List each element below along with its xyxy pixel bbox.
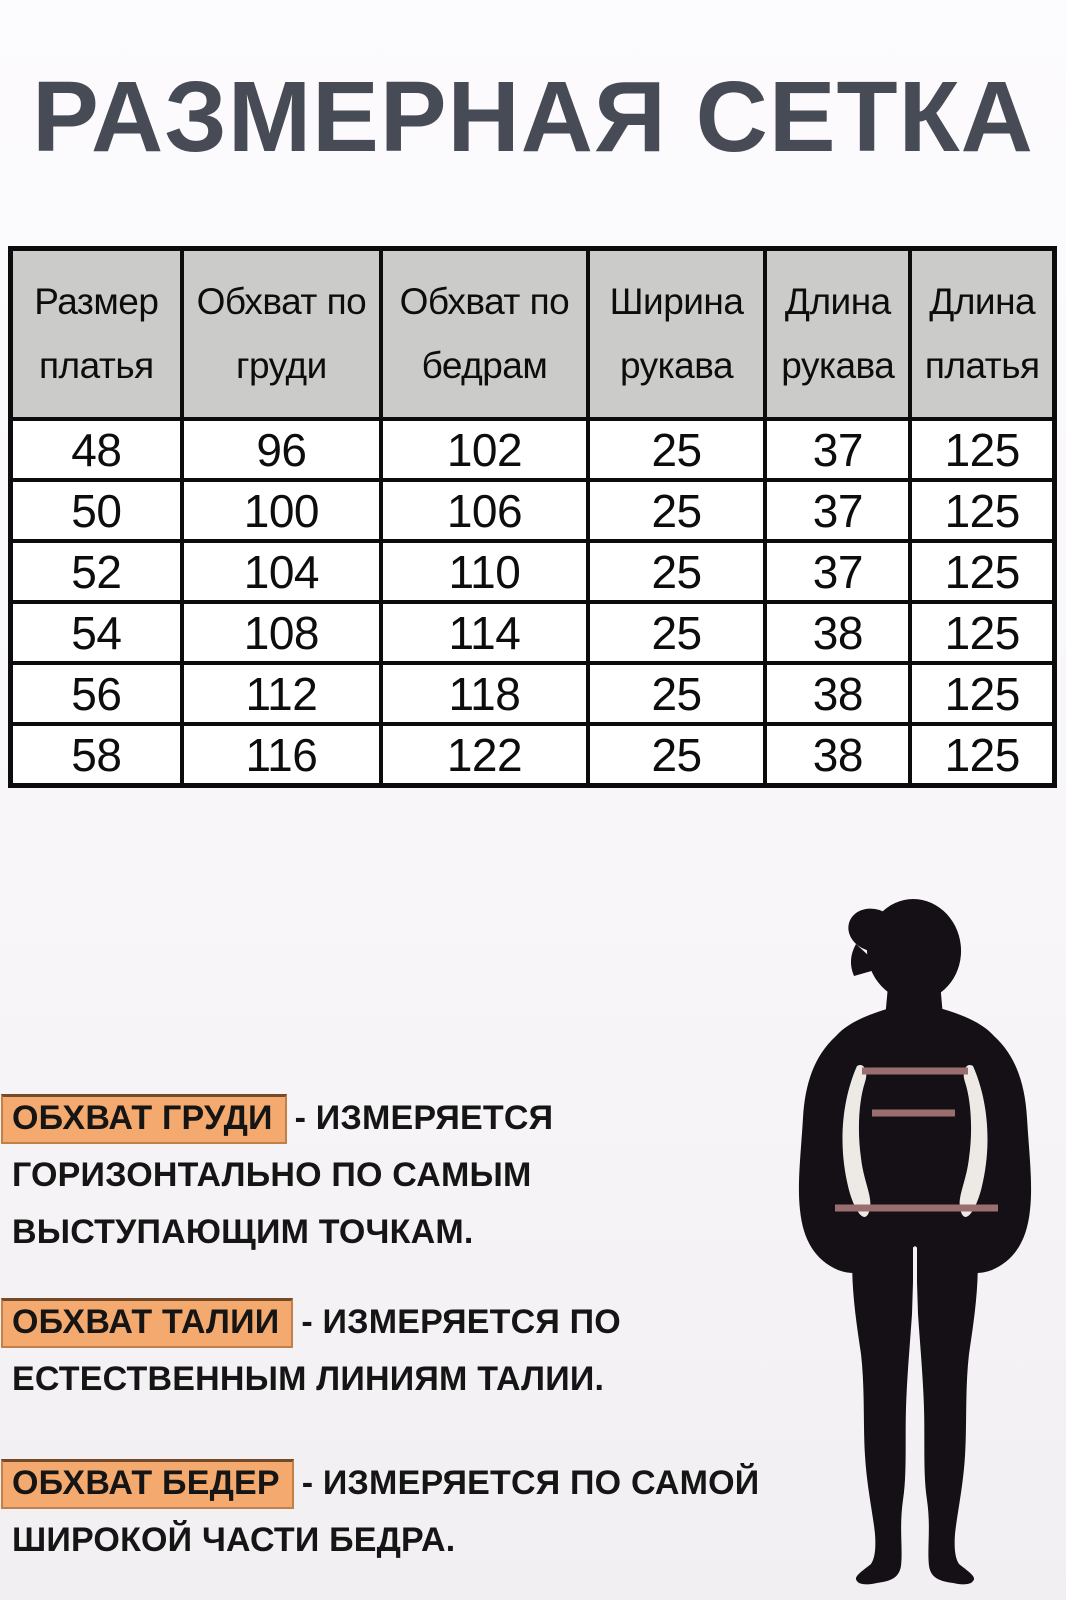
cell-sleeve-length: 38 xyxy=(765,724,910,786)
cell-sleeve-length: 37 xyxy=(765,480,910,541)
note-waist-term: ОБХВАТ ТАЛИИ xyxy=(1,1298,293,1348)
cell-hips: 114 xyxy=(381,602,588,663)
cell-dress-length: 125 xyxy=(910,663,1054,724)
table-row xyxy=(11,480,1055,541)
cell-size: 56 xyxy=(11,663,182,724)
table-row xyxy=(11,602,1055,663)
size-table xyxy=(8,246,1057,788)
note-bust-term: ОБХВАТ ГРУДИ xyxy=(1,1094,287,1144)
col-header-size: Размер платья xyxy=(11,249,182,420)
cell-sleeve-length: 38 xyxy=(765,602,910,663)
cell-sleeve-width: 25 xyxy=(588,541,765,602)
note-waist-text: - ИЗМЕРЯЕТСЯ ПО ЕСТЕСТВЕННЫМ ЛИНИЯМ ТАЛИИ. xyxy=(12,1303,621,1398)
table-header-row xyxy=(11,249,1055,420)
cell-size: 54 xyxy=(11,602,182,663)
silhouette-right-leg xyxy=(917,1230,978,1584)
col-header-sleeve-width: Ширина рукава xyxy=(588,249,765,420)
table-row xyxy=(11,541,1055,602)
cell-hips: 102 xyxy=(381,419,588,480)
cell-sleeve-width: 25 xyxy=(588,419,765,480)
cell-sleeve-width: 25 xyxy=(588,602,765,663)
cell-sleeve-length: 37 xyxy=(765,419,910,480)
note-waist xyxy=(12,1294,712,1408)
cell-size: 52 xyxy=(11,541,182,602)
cell-sleeve-width: 25 xyxy=(588,724,765,786)
col-header-bust: Обхват по груди xyxy=(182,249,381,420)
cell-dress-length: 125 xyxy=(910,480,1054,541)
page-title: РАЗМЕРНАЯ СЕТКА xyxy=(32,61,1034,173)
cell-size: 58 xyxy=(11,724,182,786)
cell-hips: 118 xyxy=(381,663,588,724)
cell-hips: 110 xyxy=(381,541,588,602)
cell-dress-length: 125 xyxy=(910,541,1054,602)
cell-bust: 108 xyxy=(182,602,381,663)
note-hips-text: - ИЗМЕРЯЕТСЯ ПО САМОЙ ШИРОКОЙ ЧАСТИ БЕДРА. xyxy=(12,1464,760,1559)
note-bust-text: - ИЗМЕРЯЕТСЯ ГОРИЗОНТАЛЬНО ПО САМЫМ ВЫСТУПАЮЩИМ ТОЧКАМ. xyxy=(12,1099,554,1251)
cell-bust: 112 xyxy=(182,663,381,724)
cell-size: 50 xyxy=(11,480,182,541)
cell-sleeve-width: 25 xyxy=(588,480,765,541)
cell-hips: 122 xyxy=(381,724,588,786)
col-header-sleeve-length: Длина рукава xyxy=(765,249,910,420)
cell-bust: 100 xyxy=(182,480,381,541)
cell-dress-length: 125 xyxy=(910,419,1054,480)
cell-hips: 106 xyxy=(381,480,588,541)
note-hips-term: ОБХВАТ БЕДЕР xyxy=(1,1459,294,1509)
note-hips xyxy=(12,1455,912,1569)
table-row xyxy=(11,663,1055,724)
cell-bust: 96 xyxy=(182,419,381,480)
cell-dress-length: 125 xyxy=(910,602,1054,663)
cell-sleeve-length: 38 xyxy=(765,663,910,724)
table-row xyxy=(11,724,1055,786)
cell-bust: 104 xyxy=(182,541,381,602)
cell-sleeve-width: 25 xyxy=(588,663,765,724)
table-row xyxy=(11,419,1055,480)
cell-size: 48 xyxy=(11,419,182,480)
note-bust xyxy=(12,1090,652,1261)
cell-bust: 116 xyxy=(182,724,381,786)
col-header-dress-length: Длина платья xyxy=(910,249,1054,420)
silhouette-torso xyxy=(799,1002,1031,1273)
col-header-hips: Обхват по бедрам xyxy=(381,249,588,420)
cell-sleeve-length: 37 xyxy=(765,541,910,602)
cell-dress-length: 125 xyxy=(910,724,1054,786)
